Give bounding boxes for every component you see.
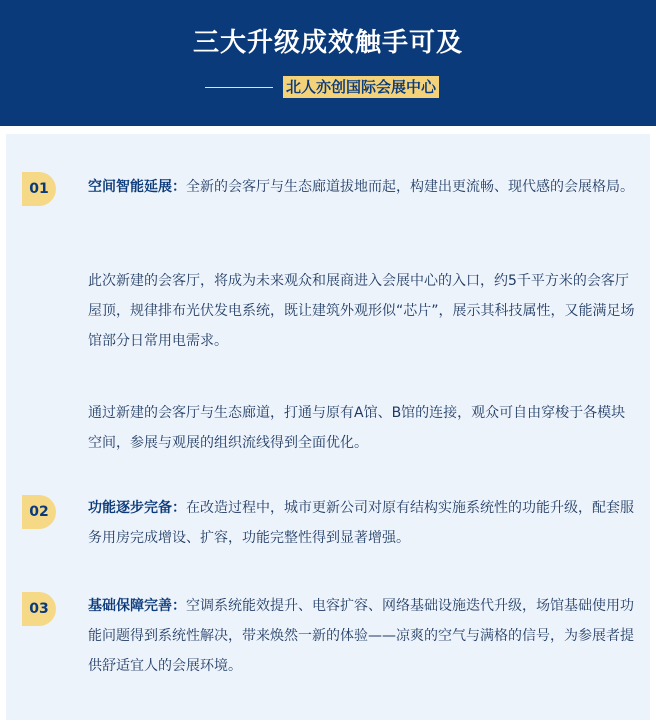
section-number-badge: 01 bbox=[22, 172, 56, 206]
subtitle-divider bbox=[205, 87, 273, 88]
section-lead: 功能逐步完备： bbox=[88, 500, 186, 516]
venue-subtitle: 北人亦创国际会展中心 bbox=[283, 76, 439, 98]
section-paragraph bbox=[88, 591, 636, 681]
section-lead: 基础保障完善： bbox=[88, 598, 186, 614]
section-text: 在改造过程中，城市更新公司对原有结构实施系统性的功能升级，配套服务用房完成增设、扩容，功能完整性得到显著增强。 bbox=[88, 500, 634, 546]
section-lead: 空间智能延展： bbox=[88, 179, 186, 195]
section-text: 空调系统能效提升、电容扩容、网络基础设施迭代升级，场馆基础使用功能问题得到系统性解决，带来焕然一新的体验——凉爽的空气与满格的信号，为参展者提供舒适宜人的会展环境。 bbox=[88, 598, 634, 674]
header-banner bbox=[0, 0, 656, 126]
section-paragraph: 通过新建的会客厅与生态廊道，打通与原有A馆、B馆的连接，观众可自由穿梭于各模块空间，参展与观展的组织流线得到全面优化。 bbox=[88, 405, 626, 451]
section-number-badge: 02 bbox=[22, 495, 56, 529]
section-paragraph: 此次新建的会客厅，将成为未来观众和展商进入会展中心的入口，约5千平方米的会客厅屋顶，规律排布光伏发电系统，既让建筑外观形似“芯片”，展示其科技属性，又能满足场馆部分日常用电需求。 bbox=[88, 273, 635, 349]
section-number-badge: 03 bbox=[22, 592, 56, 626]
section-paragraph bbox=[88, 493, 636, 553]
page-title: 三大升级成效触手可及 bbox=[192, 28, 463, 58]
section-text: 全新的会客厅与生态廊道拔地而起，构建出更流畅、现代感的会展格局。 bbox=[186, 179, 634, 195]
section-paragraph bbox=[88, 172, 636, 202]
